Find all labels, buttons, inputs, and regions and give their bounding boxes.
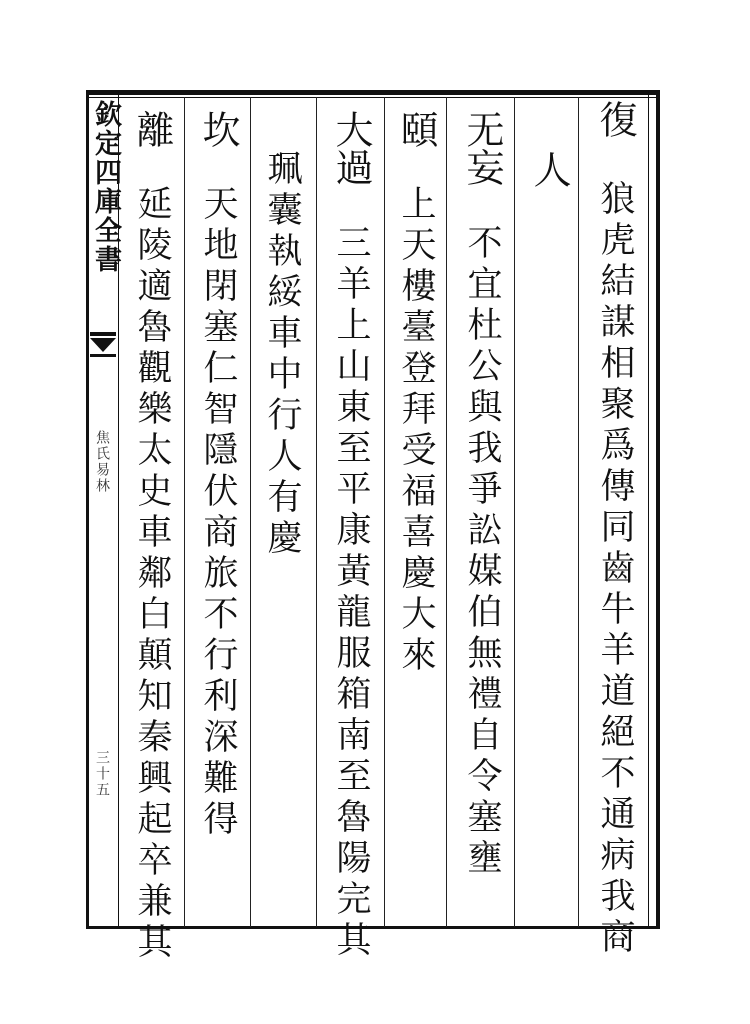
column-divider [514, 97, 515, 927]
frame-right-rule [656, 90, 660, 929]
column-8-heading: 離 [130, 110, 174, 148]
column-divider [446, 97, 447, 927]
book-title: 焦氏易林 [94, 430, 110, 494]
frame-top-rule [86, 90, 660, 95]
frame-left-rule [86, 90, 89, 929]
column-5-text: 三羊上山東至平康黃龍服箱南至魯陽完其 [331, 224, 371, 962]
column-divider [250, 97, 251, 927]
margin-title: 欽定四庫全書 [90, 100, 121, 274]
column-divider [578, 97, 579, 927]
column-4-text: 上天樓臺登拜受福喜慶大來 [396, 185, 436, 677]
column-8-text: 延陵適魯觀樂太史車鄰白顛知秦興起卒兼其 [132, 185, 172, 964]
column-5-heading: 大過 [329, 110, 373, 186]
column-1-text: 狼虎結謀相聚爲傳同齒牛羊道絕不通病我商 [595, 180, 635, 959]
column-3-heading: 无妄 [460, 110, 504, 186]
column-divider [316, 97, 317, 927]
fish-tail-mark-icon [88, 330, 118, 360]
column-7-text: 天地閉塞仁智隱伏商旅不行利深難得 [198, 185, 238, 841]
frame-right-inner-rule [648, 95, 649, 927]
column-4-heading: 頤 [394, 110, 438, 148]
column-divider [384, 97, 385, 927]
frame-bottom-rule [86, 926, 660, 929]
column-7-heading: 坎 [196, 110, 240, 148]
column-6-text: 珮囊執綏車中行人有慶 [262, 150, 302, 560]
frame-top-inner-rule [86, 97, 660, 98]
column-1-heading: 復 [593, 100, 637, 138]
column-2-heading: 人 [527, 150, 571, 188]
column-divider [184, 97, 185, 927]
column-3-text: 不宜杜公與我爭訟媒伯無禮自令塞壅 [462, 224, 502, 880]
folio-number: 三十五 [94, 750, 110, 798]
